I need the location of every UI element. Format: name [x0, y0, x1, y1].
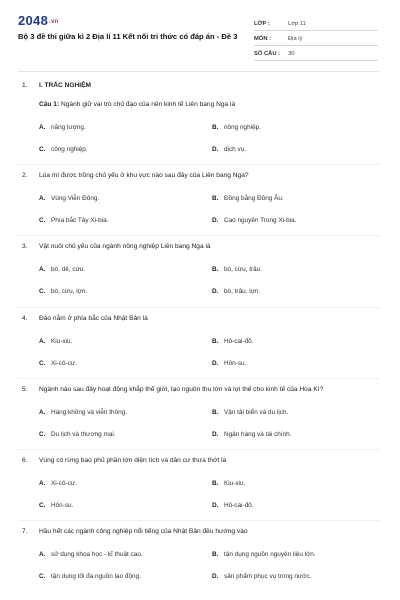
question-item [22, 527, 382, 580]
question-body: Vật nuôi chủ yếu của ngành nông nghiệp Liên bang Nga là [39, 243, 211, 250]
document-title: Bộ 3 đề thi giữa kì 2 Địa lí 11 Kết nối tri thức có đáp án - Đề 3 [18, 32, 238, 41]
option-letter: C. [39, 288, 46, 295]
question-label: Câu 1: [39, 101, 60, 108]
header-divider [18, 71, 380, 72]
option-letter: D. [212, 217, 219, 224]
meta-value: Địa lý [288, 36, 303, 42]
option-text: Hô-cai-đô. [224, 502, 254, 509]
option-b[interactable] [212, 124, 261, 131]
section-number: 1. [22, 82, 28, 89]
option-letter: B. [212, 195, 219, 202]
option-text: Phía bắc Tây Xi-bia. [51, 217, 109, 224]
option-c[interactable] [39, 573, 141, 580]
question-item [22, 314, 382, 367]
question-divider [18, 520, 380, 521]
option-letter: A. [39, 266, 46, 273]
option-letter: D. [212, 573, 219, 580]
question-number: 2. [22, 172, 28, 179]
option-letter: D. [212, 360, 219, 367]
option-letter: C. [39, 360, 46, 367]
option-letter: B. [212, 124, 219, 131]
option-d[interactable] [212, 360, 246, 367]
option-c[interactable] [39, 502, 73, 509]
option-b[interactable] [212, 480, 245, 487]
option-text: bò, cừu, trâu. [224, 266, 263, 273]
option-text: công nghiệp. [51, 146, 88, 153]
option-text: bò, dê, cừu. [51, 266, 86, 273]
question-item [22, 456, 382, 509]
option-text: Kiu-xiu. [51, 338, 73, 345]
option-b[interactable] [212, 195, 284, 202]
option-a[interactable] [39, 409, 127, 416]
meta-row-class [254, 16, 378, 31]
option-c[interactable] [39, 431, 116, 438]
option-letter: A. [39, 409, 46, 416]
option-d[interactable] [212, 288, 260, 295]
meta-value: Lớp 11 [288, 21, 306, 27]
question-text [22, 385, 382, 394]
meta-label: SỐ CÂU : [254, 51, 281, 57]
question-body: Lúa mì được trồng chủ yếu ở khu vực nào sau đây của Liên bang Nga? [39, 172, 249, 179]
option-d[interactable] [212, 502, 253, 509]
option-b[interactable] [212, 551, 316, 558]
option-letter: C. [39, 502, 46, 509]
option-a[interactable] [39, 124, 86, 131]
option-c[interactable] [39, 288, 87, 295]
option-text: tận dụng tối đa nguồn lao động. [51, 573, 141, 580]
option-text: Đồng bằng Đông Âu. [224, 195, 284, 202]
question-body: Vùng có rừng bao phủ phần lớn diện tích và dân cư thưa thớt là [39, 457, 227, 464]
option-text: Kiu-xiu. [224, 480, 246, 487]
question-text [22, 314, 382, 323]
question-body: Ngành nào sau đây hoạt động khắp thế giới, tạo nguồn thu lớn và lợi thế cho kinh tế của Hoa Kì? [39, 386, 324, 393]
option-letter: C. [39, 573, 46, 580]
option-text: dịch vụ. [224, 146, 247, 153]
option-text: Du lịch và thương mại. [51, 431, 116, 438]
question-item [22, 242, 382, 295]
option-b[interactable] [212, 338, 253, 345]
option-letter: C. [39, 217, 46, 224]
option-text: bò, cừu, lợn. [51, 288, 88, 295]
question-number: 4. [22, 315, 28, 322]
option-c[interactable] [39, 217, 108, 224]
option-letter: C. [39, 431, 46, 438]
option-letter: B. [212, 480, 219, 487]
logo-main-text: 2048 [18, 13, 49, 28]
section-title: I. TRẮC NGHIỆM [39, 82, 92, 89]
option-letter: D. [212, 288, 219, 295]
option-letter: B. [212, 338, 219, 345]
option-a[interactable] [39, 551, 143, 558]
question-number: 6. [22, 457, 28, 464]
question-divider [18, 378, 380, 379]
question-text [22, 242, 382, 251]
meta-row-question-count [254, 46, 378, 61]
question-body: Ngành giữ vai trò chủ đạo của nền kinh tế Liên bang Nga là [61, 101, 236, 108]
option-a[interactable] [39, 338, 72, 345]
option-text: bò, trâu, lợn. [224, 288, 261, 295]
option-letter: B. [212, 266, 219, 273]
option-text: sử dụng khoa học - kĩ thuật cao. [51, 551, 143, 558]
meta-label: LỚP : [254, 21, 270, 27]
option-text: tận dụng nguồn nguyên liệu lớn. [224, 551, 316, 558]
option-a[interactable] [39, 266, 85, 273]
question-divider [18, 307, 380, 308]
option-b[interactable] [212, 409, 288, 416]
option-text: Xi-cô-cư. [51, 480, 77, 487]
question-number: 5. [22, 386, 28, 393]
option-d[interactable] [212, 217, 296, 224]
option-text: Vận tải biển và du lịch. [224, 409, 289, 416]
question-text [22, 456, 382, 465]
option-b[interactable] [212, 266, 262, 273]
question-item [22, 171, 382, 224]
meta-row-subject [254, 31, 378, 46]
option-letter: C. [39, 146, 46, 153]
option-c[interactable] [39, 146, 88, 153]
option-d[interactable] [212, 146, 246, 153]
option-d[interactable] [212, 573, 311, 580]
option-text: Ngân hàng và tài chính. [224, 431, 292, 438]
option-letter: D. [212, 146, 219, 153]
option-letter: A. [39, 480, 46, 487]
option-text: sản phẩm phục vụ trong nước. [224, 573, 312, 580]
meta-label: MÔN : [254, 36, 272, 42]
question-text [22, 100, 382, 109]
option-text: Hôn-su. [224, 360, 247, 367]
option-a[interactable] [39, 195, 99, 202]
question-item [22, 100, 382, 153]
exam-meta-info [254, 16, 378, 61]
option-text: năng lượng. [51, 124, 86, 131]
option-letter: A. [39, 195, 46, 202]
option-text: Hàng không và viễn thông. [51, 409, 128, 416]
option-letter: A. [39, 338, 46, 345]
question-item [22, 385, 382, 438]
option-letter: A. [39, 551, 46, 558]
logo-suffix-text: .vn [49, 18, 59, 25]
question-number: 7. [22, 528, 28, 535]
option-letter: B. [212, 551, 219, 558]
question-divider [18, 164, 380, 165]
option-c[interactable] [39, 360, 77, 367]
option-letter: B. [212, 409, 219, 416]
question-body: Hầu hết các ngành công nghiệp nổi tiếng của Nhật Bản đều hướng vào [39, 528, 248, 535]
option-a[interactable] [39, 480, 77, 487]
option-text: Vùng Viễn Đông. [51, 195, 100, 202]
question-divider [18, 449, 380, 450]
option-letter: A. [39, 124, 46, 131]
site-logo[interactable] [18, 13, 59, 28]
option-text: Hô-cai-đô. [224, 338, 254, 345]
question-number: 3. [22, 243, 28, 250]
option-text: Xi-cô-cư. [51, 360, 77, 367]
option-letter: D. [212, 431, 219, 438]
option-text: Cao nguyên Trung Xi-bia. [224, 217, 297, 224]
meta-value: 30 [288, 51, 295, 57]
question-divider [18, 235, 380, 236]
question-text [22, 527, 382, 536]
option-letter: D. [212, 502, 219, 509]
option-text: nông nghiệp. [224, 124, 261, 131]
question-text [22, 171, 382, 180]
page-header [0, 0, 400, 68]
option-text: Hôn-su. [51, 502, 74, 509]
option-d[interactable] [212, 431, 292, 438]
section-heading [22, 82, 91, 89]
question-body: Đảo nằm ở phía bắc của Nhật Bản là [39, 315, 148, 322]
